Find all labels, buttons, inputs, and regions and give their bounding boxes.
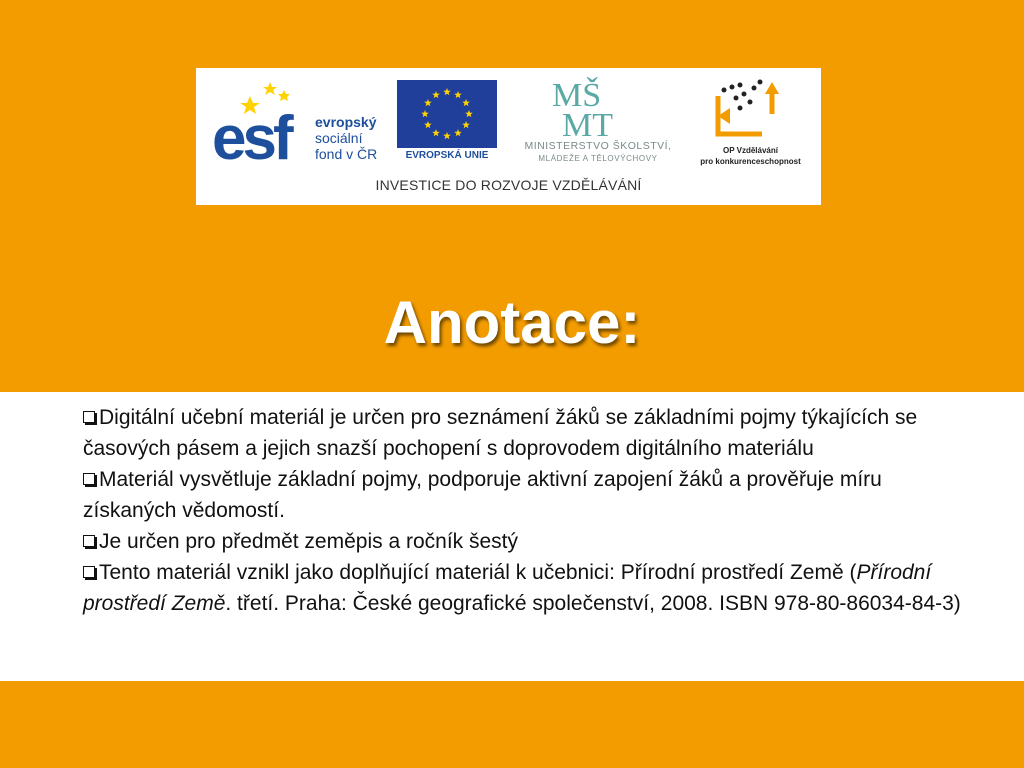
eu-star-icon — [443, 88, 451, 95]
eu-star-icon — [443, 132, 451, 139]
esf-line-3: fond v ČR — [315, 146, 378, 162]
checkbox-bullet-icon — [83, 473, 95, 485]
bullet-text: Je určen pro předmět zeměpis a ročník šestý — [99, 530, 519, 553]
op-label-2: pro konkurenceschopnost — [700, 157, 801, 166]
list-item — [83, 557, 963, 619]
slide-title: Anotace: — [383, 289, 641, 356]
bullet-text: Digitální učební materiál je určen pro seznámení žáků se základními pojmy týkajících se časových pásem a jejich snazší pochopení s doprovodem digitálního materiálu — [83, 406, 918, 460]
checkbox-bullet-icon — [83, 566, 95, 578]
eu-star-icon — [432, 129, 440, 136]
checkbox-bullet-icon — [83, 411, 95, 423]
list-item — [83, 402, 963, 464]
eu-flag-icon — [397, 80, 497, 148]
esf-text — [315, 114, 377, 162]
eu-star-icon — [424, 121, 432, 128]
msmt-label-2: MLÁDEŽE A TĚLOVÝCHOVY — [538, 154, 658, 163]
esf-letters: esf — [212, 104, 290, 173]
investice-banner: INVESTICE DO ROZVOJE VZDĚLÁVÁNÍ — [375, 177, 642, 193]
annotation-list — [83, 402, 963, 619]
op-label-1: OP Vzdělávání — [723, 146, 778, 155]
eu-star-icon — [421, 110, 429, 117]
esf-line-1: evropský — [315, 114, 377, 130]
list-item — [83, 526, 963, 557]
list-item — [83, 464, 963, 526]
eu-star-icon — [424, 99, 432, 106]
eu-star-icon — [462, 121, 470, 128]
svg-text:MT: MT — [562, 107, 613, 138]
msmt-logo — [508, 74, 688, 174]
eu-star-icon — [454, 129, 462, 136]
eu-star-icon — [454, 91, 462, 98]
logo-strip — [196, 68, 821, 205]
esf-logo — [212, 78, 387, 173]
op-emblem-icon — [710, 78, 780, 142]
bullet-text: Materiál vysvětluje základní pojmy, podporuje aktivní zapojení žáků a prověřuje míru získaných vědomostí. — [83, 468, 882, 522]
op-logo — [688, 78, 813, 168]
svg-text:MŠ: MŠ — [552, 77, 602, 114]
book-title: Přírodní prostředí Země — [83, 561, 932, 615]
footer-band — [0, 681, 1024, 768]
eu-star-icon — [465, 110, 473, 117]
bullet-text-after: . třetí. Praha: České geografické společenství, 2008. ISBN 978-80-86034-84-3) — [225, 592, 961, 615]
esf-line-2: sociální — [315, 130, 363, 146]
content-band — [0, 392, 1024, 681]
eu-star-icon — [432, 91, 440, 98]
eu-logo — [397, 80, 497, 164]
bullet-text-before: Tento materiál vznikl jako doplňující materiál k učebnici: Přírodní prostředí Země ( — [99, 561, 857, 584]
checkbox-bullet-icon — [83, 535, 95, 547]
msmt-label-1: MINISTERSTVO ŠKOLSTVÍ, — [524, 140, 672, 152]
eu-label: EVROPSKÁ UNIE — [405, 150, 489, 161]
msmt-emblem-icon — [548, 74, 638, 138]
eu-star-icon — [462, 99, 470, 106]
